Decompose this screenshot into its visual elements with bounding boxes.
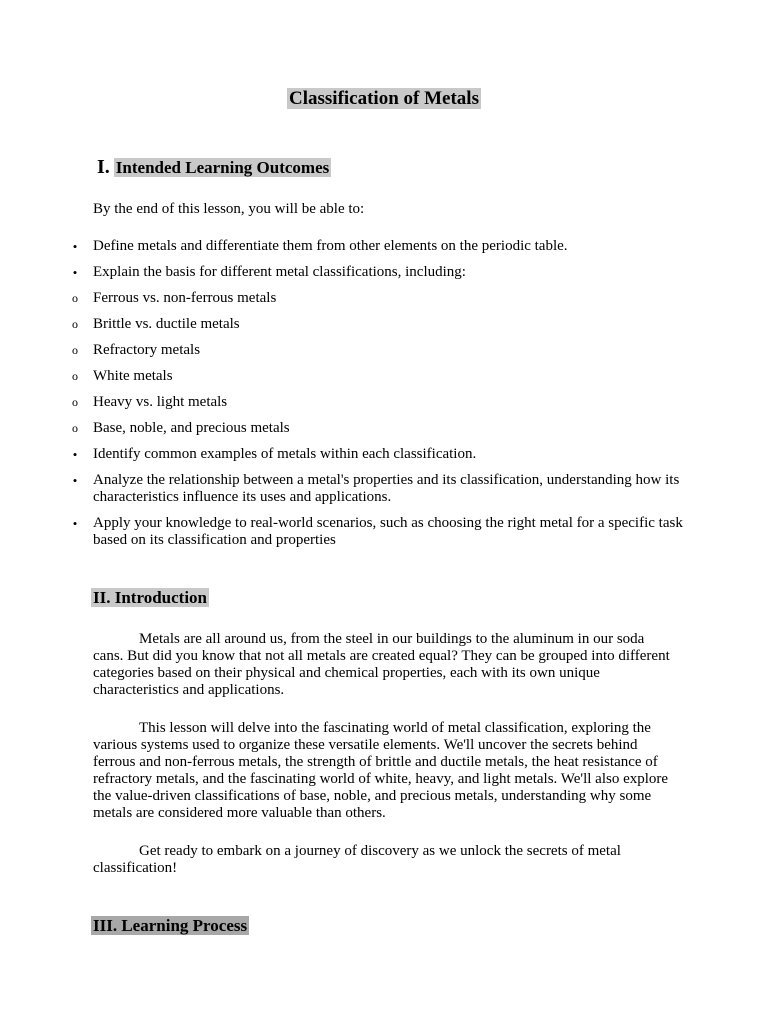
intro-paragraph-1: Metals are all around us, from the steel in our buildings to the aluminum in our soda cans. But did you know that not all metals are created equal? They can be grouped into different categories based on their physical and chemical properties, each with its own unique characteristics and applications.	[93, 631, 670, 698]
list-item	[0, 368, 683, 385]
bullet-marker: •	[72, 447, 78, 462]
section-heading-text: Intended Learning Outcomes	[115, 158, 330, 177]
list-item-text: Identify common examples of metals within each classification.	[93, 446, 477, 462]
list-item	[0, 515, 683, 549]
section-number: I.	[97, 156, 110, 178]
list-item-text: Apply your knowledge to real-world scenarios, such as choosing the right metal for a specific task based on its classification and properties	[93, 515, 683, 548]
document-title-text: Classification of Metals	[289, 88, 479, 109]
sub-bullet-marker: o	[72, 395, 78, 409]
section-heading-learning-outcomes	[97, 157, 331, 178]
section-heading-learning-process	[91, 916, 249, 936]
outcomes-lead-sentence: By the end of this lesson, you will be able to:	[93, 201, 365, 217]
list-item	[0, 420, 683, 437]
list-item-text: Analyze the relationship between a metal's properties and its classification, understanding how its characteristics influence its uses and applications.	[93, 472, 680, 505]
bullet-marker: •	[72, 473, 78, 488]
list-item	[0, 290, 683, 307]
sub-bullet-marker: o	[72, 291, 78, 305]
sub-bullet-marker: o	[72, 369, 78, 383]
list-item	[0, 316, 683, 333]
list-item-text: Brittle vs. ductile metals	[93, 316, 240, 332]
sub-bullet-marker: o	[72, 343, 78, 357]
section-heading-text: II. Introduction	[93, 588, 207, 607]
list-item-text: Base, noble, and precious metals	[93, 420, 290, 436]
section-heading-text: III. Learning Process	[93, 916, 248, 935]
list-item	[0, 238, 683, 255]
list-item	[0, 264, 683, 281]
outcomes-list	[0, 238, 700, 558]
sub-bullet-marker: o	[72, 317, 78, 331]
list-item-text: Ferrous vs. non-ferrous metals	[93, 290, 277, 306]
bullet-marker: •	[72, 239, 78, 254]
intro-paragraph-2: This lesson will delve into the fascinating world of metal classification, exploring the various systems used to organize these versatile elements. We'll uncover the secrets behind ferrous and non-ferrous metals, the strength of brittle and ductile metals, the heat resistance of refractory metals, and the fascinating world of white, heavy, and light metals. We'll also explore the value-driven classifications of base, noble, and precious metals, understanding why some metals are considered more valuable than others.	[93, 720, 669, 821]
list-item	[0, 394, 683, 411]
list-item-text: Define metals and differentiate them from other elements on the periodic table.	[93, 238, 568, 254]
list-item	[0, 472, 683, 506]
document-title	[0, 88, 768, 110]
section-heading-introduction	[91, 588, 209, 608]
intro-paragraph-3: Get ready to embark on a journey of discovery as we unlock the secrets of metal classification!	[93, 843, 621, 876]
sub-bullet-marker: o	[72, 421, 78, 435]
list-item-text: Explain the basis for different metal classifications, including:	[93, 264, 466, 280]
bullet-marker: •	[72, 265, 78, 280]
list-item-text: Heavy vs. light metals	[93, 394, 228, 410]
list-item	[0, 446, 683, 463]
list-item-text: White metals	[93, 368, 173, 384]
list-item	[0, 342, 683, 359]
list-item-text: Refractory metals	[93, 342, 201, 358]
bullet-marker: •	[72, 516, 78, 531]
